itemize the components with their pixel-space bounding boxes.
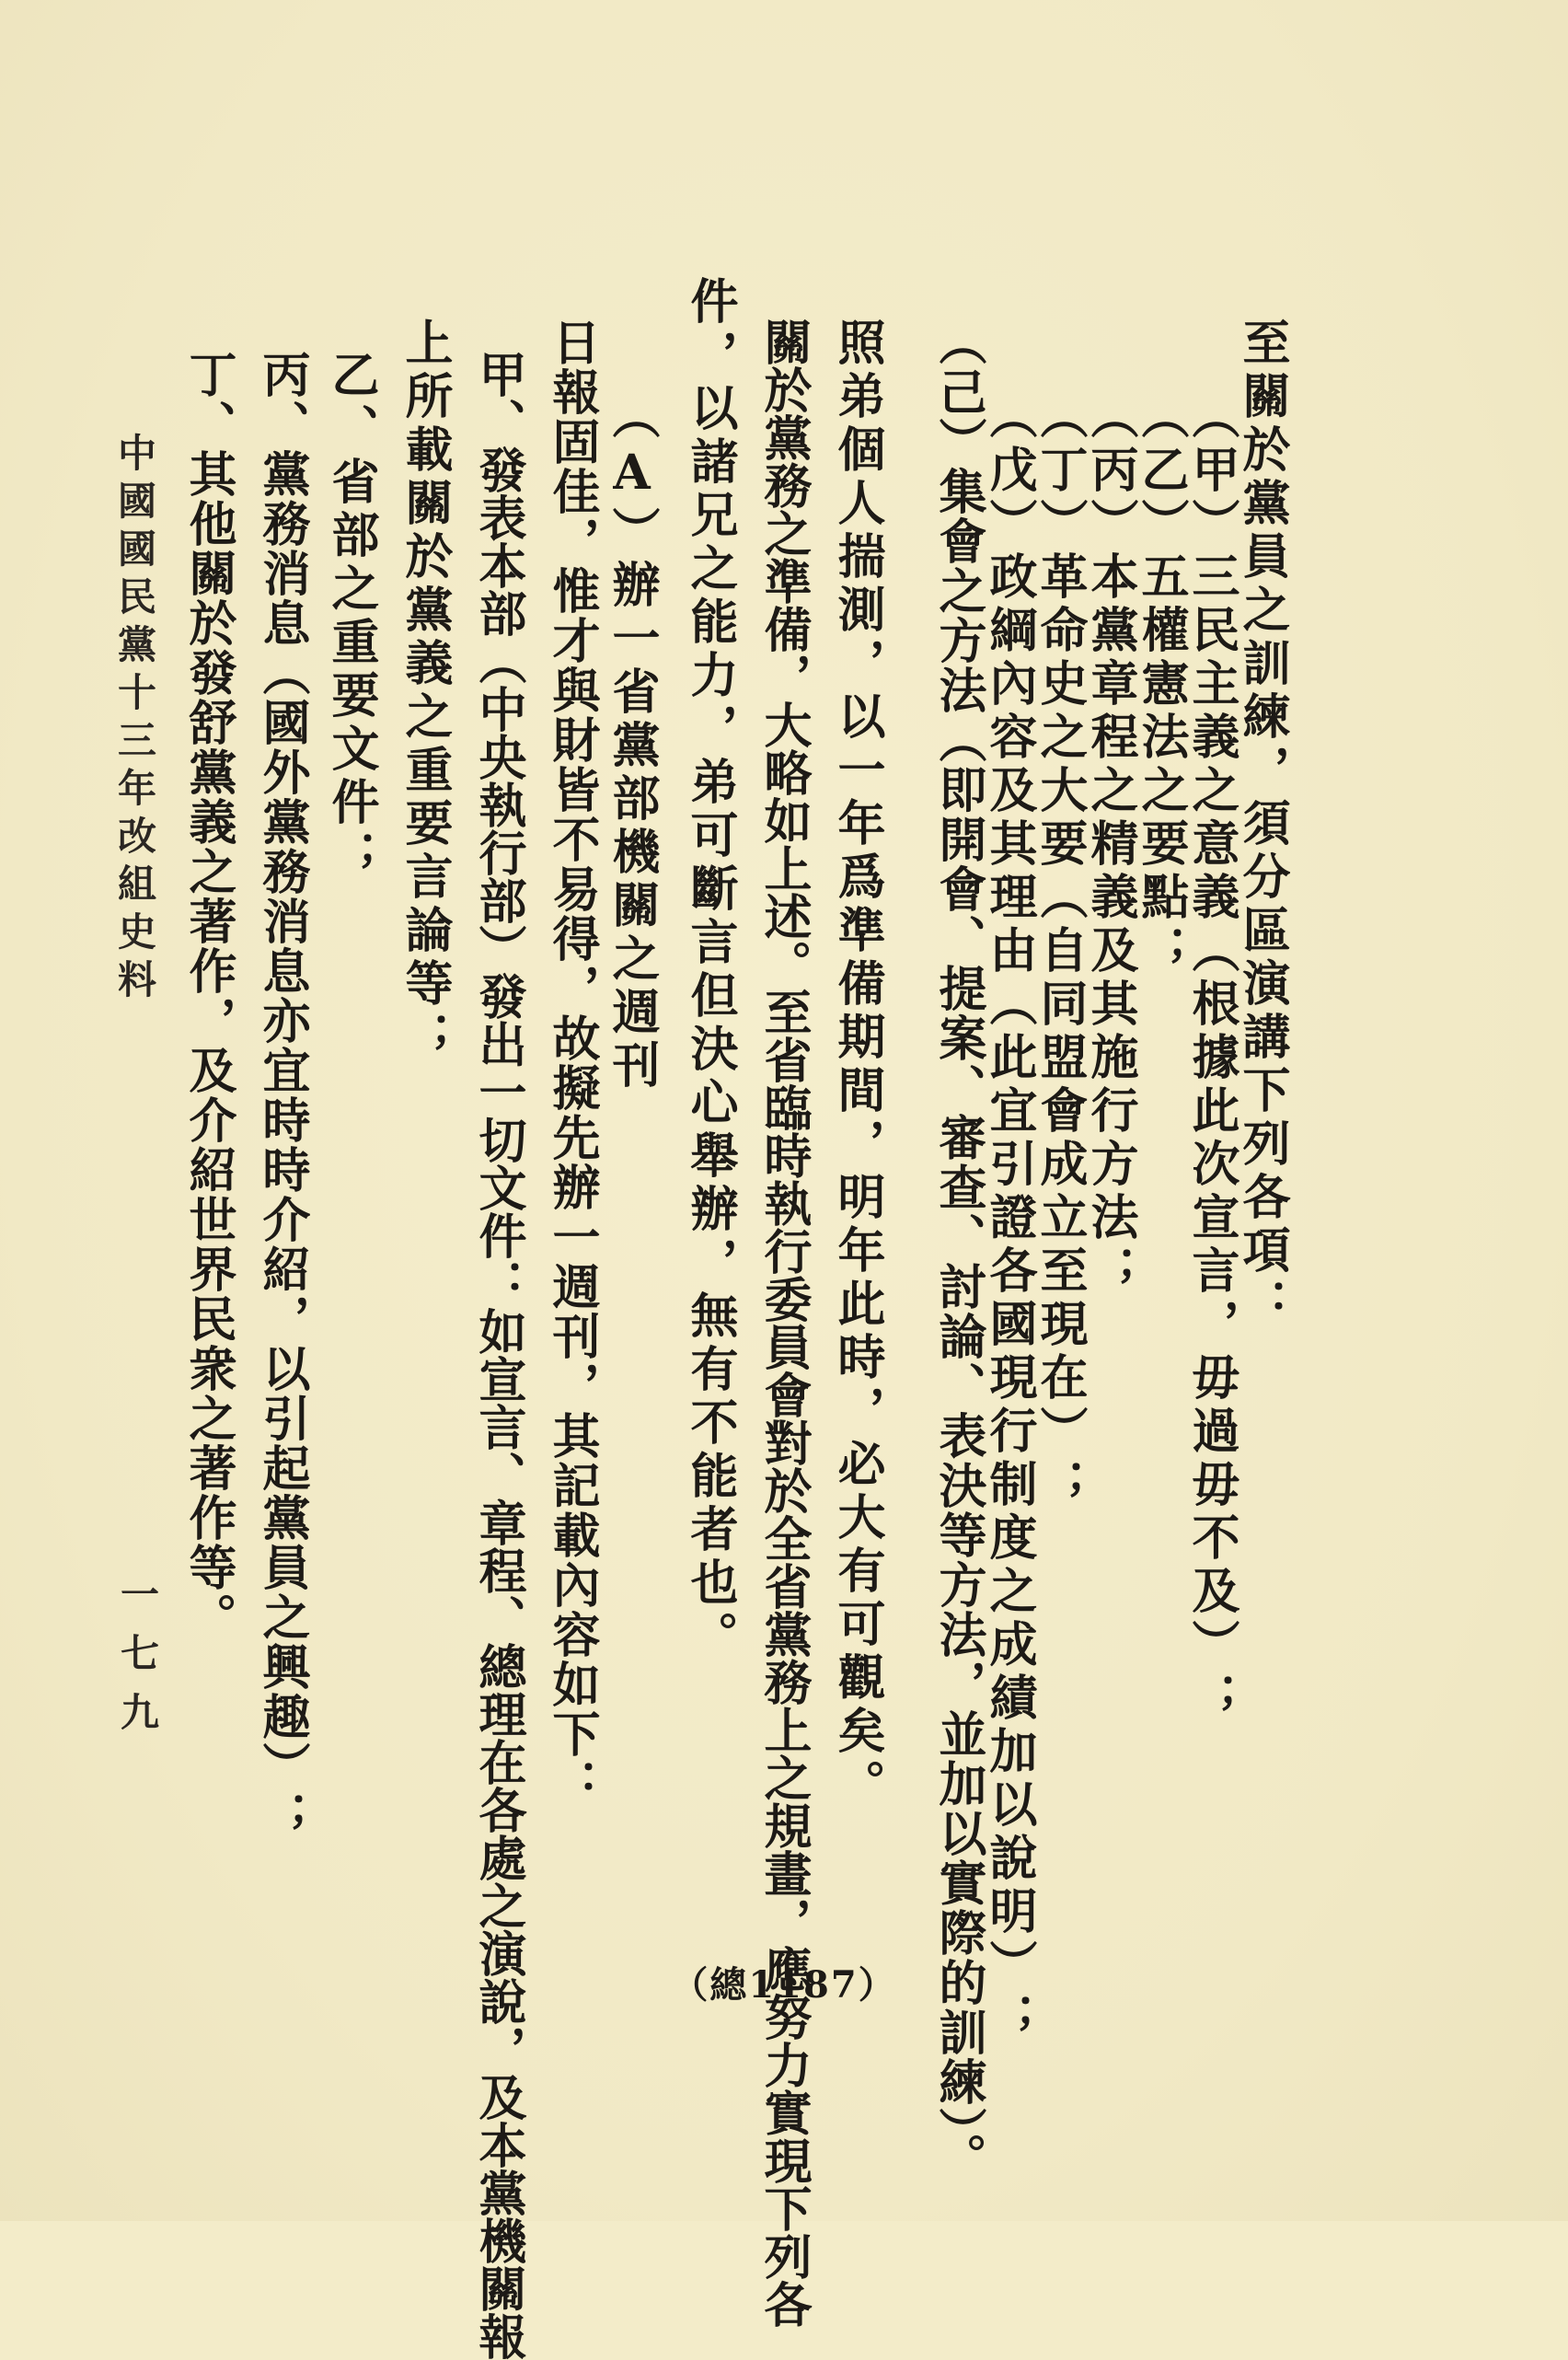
cumulative-page-footer: （總1187）	[671, 1963, 897, 2007]
text-column-3: （乙）五權憲法之要點；	[1133, 391, 1189, 978]
text-column-6: （戊）政綱內容及其理由（此宜引證各國現行制度之成績加以說明）；	[981, 391, 1037, 2046]
text-column-13: 甲、發表本部（中央執行部）發出一切文件：如宣言、章程、總理在各處之演說，及本黨機關報	[470, 350, 526, 2360]
page-number: 一七九	[115, 1574, 160, 1751]
text-column-2: （甲）三民主義之意義（根據此次宣言，毋過毋不及）；	[1183, 391, 1239, 1726]
text-column-15: 乙、省部之重要文件；	[323, 350, 379, 884]
text-column-8: 照弟個人揣測，以一年爲準備期間，明年此時，必大有可觀矣。	[829, 318, 885, 1812]
text-column-9: 關於黨務之準備，大略如上述。至省臨時執行委員會對於全省黨務上之規畫，應努力實現下列各	[755, 318, 812, 2328]
text-column-16: 丙、黨務消息（國外黨務消息亦宜時時介紹，以引起黨員之興趣）；	[254, 350, 310, 1841]
text-column-12: 日報固佳，惟才與財皆不易得，故擬先辦一週刊，其記載內容如下：	[544, 318, 600, 1809]
running-title: 中國國民黨十三年改組史料	[112, 433, 157, 1007]
text-column-1: 至關於黨員之訓練，須分區演講下列各項：	[1234, 318, 1290, 1332]
text-column-5: （丁）革命史之大要（自同盟會成立至現在）；	[1032, 391, 1088, 1512]
text-column-17: 丁、其他關於發舒黨義之著作，及介紹世界民衆之著作等。	[180, 350, 236, 1642]
text-column-11: （A）辦一省黨部機關之週刊	[604, 391, 660, 1093]
text-column-4: （丙）本黨章程之精義及其施行方法；	[1082, 391, 1138, 1299]
text-column-7: （己）集會之方法（即開會、提案、審查、討論、表決等方法，並加以實際的訓練）。	[930, 318, 986, 2182]
text-column-14: 上所載關於黨義之重要言論等；	[397, 318, 453, 1065]
text-column-10: 件，以諸兄之能力，弟可斷言但決心舉辦，無有不能者也。	[682, 276, 738, 1664]
